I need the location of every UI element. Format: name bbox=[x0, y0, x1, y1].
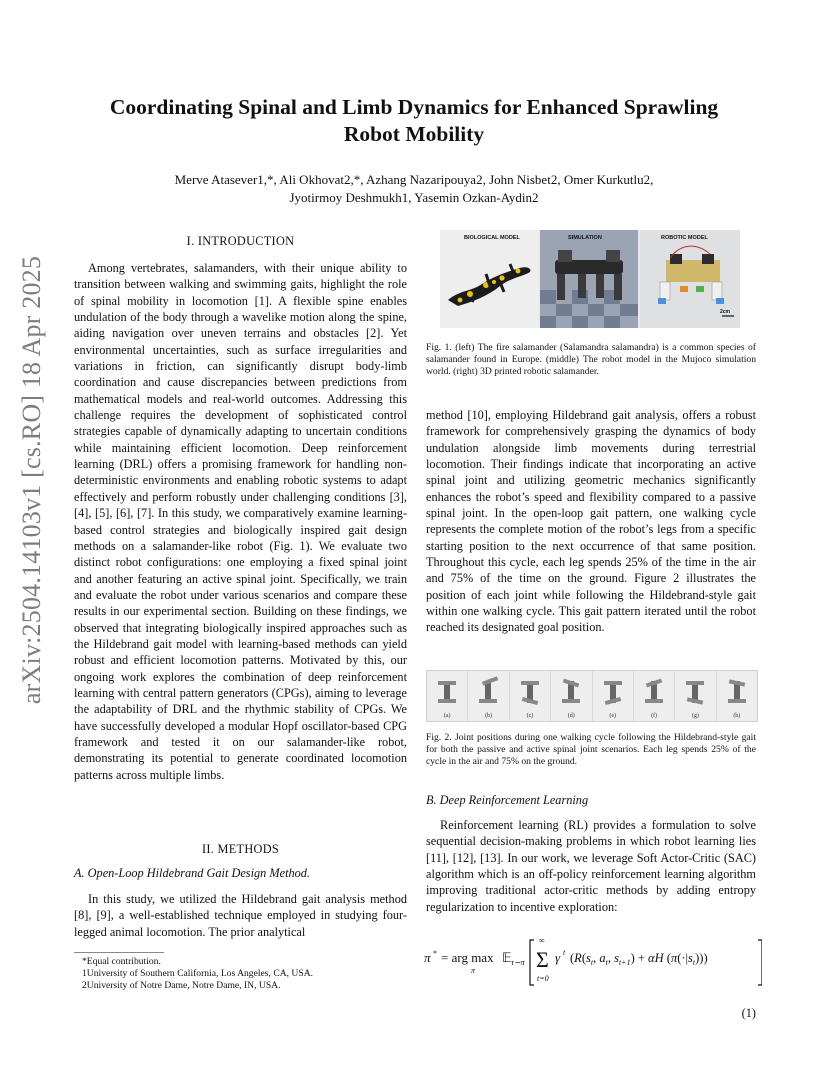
gait-panel-label: (c) bbox=[526, 713, 534, 719]
fig1-label-biological: BIOLOGICAL MODEL bbox=[464, 235, 520, 241]
fig1-label-simulation: SIMULATION bbox=[568, 235, 602, 241]
arxiv-sidebar bbox=[12, 255, 52, 705]
svg-text:t=0: t=0 bbox=[537, 974, 549, 983]
gait-panel bbox=[468, 671, 509, 721]
author-list bbox=[80, 171, 748, 207]
equation-number: (1) bbox=[741, 1006, 756, 1020]
svg-text:= arg max: = arg max bbox=[441, 950, 494, 965]
gait-panel bbox=[675, 671, 716, 721]
figure-1-image bbox=[440, 230, 740, 328]
gait-panel-label: (d) bbox=[567, 713, 575, 719]
svg-text:π: π bbox=[471, 966, 476, 975]
svg-text:π: π bbox=[424, 950, 431, 965]
figure-1-caption: Fig. 1. (left) The fire salamander (Salamandra salamandra) is a common species of salamander found in Europe. (middle) The robot model in the Mujoco simulation world. (right) 3D printed robotic salamander. bbox=[426, 342, 756, 377]
gait-panel-label: (b) bbox=[485, 713, 493, 719]
gait-panel-label: (g) bbox=[691, 713, 699, 719]
intro-paragraph: Among vertebrates, salamanders, with their unique ability to transition between walking and swimming gaits, highlight the role of spinal mobility in locomotion [1]. A flexible spine enables undulation of the body through a wavelike motion along the spine, aiding navigation over uneven terrains and obstacles [2]. Yet environmental uncertainties, such as surface irregularities and variations in friction, can significantly disrupt body-limb coordination and cause discrepancies between predictions from mathematical models and real-world outcomes. Addressing this challenge requires the development of sophisticated control strategies capable of dynamically adapting to uncertain conditions while maintaining efficient locomotion. Deep reinforcement learning (DRL) offers a promising framework for handling non-deterministic environments and enabling robotic systems to adapt effectively and perform robustly under challenging conditions [3], [4], [5], [6], [7]. In this study, we comparatively examine learning-based control strategies and biologically inspired gait design methods on a salamander-like robot (Fig. 1). We evaluate two distinct robot configurations: one employing a fixed spinal joint and another featuring an active spinal joint. Specifically, we train and evaluate the robot under various scenarios and compare these results in our experimental section. Building on these findings, we observed that integrating biologically inspired approaches such as the Hildebrand gait model with learning-based methods can yield robust and efficient locomotion patterns. Motivated by this, our ongoing work explores the combination of deep reinforcement learning with central pattern generators (CPGs), aiming to leverage the adaptability of DRL and the rhythmic stability of CPGs. We have successfully developed a modular Hopf oscillator-based CPG framework and tested it on our salamander-like robot, demonstrating its potential to generate coordinated locomotion patterns across multiple limbs. bbox=[74, 261, 407, 782]
svg-text:(R(st, at, st+1) + αH (π(·|st): ($R(s_t$, $a_t$, $s_{t+1}) + \alpha H$ $(\pi(\cdot|s_t))$) bbox=[570, 951, 708, 967]
svg-text:Σ: Σ bbox=[536, 947, 549, 972]
section-heading-methods: II. METHODS bbox=[201, 842, 280, 856]
subsection-heading-drl: B. Deep Reinforcement Learning bbox=[426, 793, 589, 807]
svg-text:𝔼: 𝔼 bbox=[502, 950, 512, 965]
arxiv-identifier: arXiv:2504.14103v1 [cs.RO] 18 Apr 2025 bbox=[17, 255, 46, 705]
footnote-affiliation-2: 2University of Notre Dame, Notre Dame, IN, USA. bbox=[82, 980, 281, 991]
footnote-equal: *Equal contribution. bbox=[82, 956, 161, 967]
hildebrand-paragraph: In this study, we utilized the Hildebrand gait analysis method [8], [9], a well-established technique employed in studying four-legged animal locomotion. The prior analytical bbox=[74, 892, 407, 939]
gait-panel-label: (a) bbox=[443, 713, 451, 719]
gait-panel bbox=[634, 671, 675, 721]
equation-1-formula bbox=[422, 935, 762, 995]
subsection-heading-hildebrand: A. Open-Loop Hildebrand Gait Design Method. bbox=[74, 866, 311, 880]
figure-2-image bbox=[426, 670, 758, 722]
gait-panel bbox=[427, 671, 468, 721]
figure-1-graphic bbox=[440, 230, 740, 328]
title-line-1: Coordinating Spinal and Limb Dynamics for Enhanced Sprawling bbox=[109, 95, 719, 119]
authors-line-2: Jyotirmoy Deshmukh1, Yasemin Ozkan-Aydin2 bbox=[289, 190, 539, 205]
section-heading-introduction: I. INTRODUCTION bbox=[186, 234, 295, 248]
gait-panel-label: (e) bbox=[609, 713, 617, 719]
gait-panel bbox=[551, 671, 592, 721]
gait-panel bbox=[717, 671, 757, 721]
gait-panel bbox=[510, 671, 551, 721]
fig1-scale-label: 2cm bbox=[720, 309, 731, 315]
fig1-label-robotic: ROBOTIC MODEL bbox=[661, 235, 708, 241]
title-line-2: Robot Mobility bbox=[343, 122, 485, 146]
paper-title bbox=[80, 94, 748, 148]
svg-text:τ∼π: τ∼π bbox=[511, 958, 525, 967]
svg-text:γ: γ bbox=[555, 950, 561, 965]
figure-2-caption: Fig. 2. Joint positions during one walking cycle following the Hildebrand-style gait for both the passive and active spinal joint scenarios. Each leg spends 25% of the cycle in the air and 75% on the ground. bbox=[426, 732, 756, 767]
drl-paragraph: Reinforcement learning (RL) provides a formulation to solve sequential decision-making problems in which robot learning lies [11], [12], [13]. In our work, we leverage Soft Actor-Critic (SAC) algorithm which is an off-policy reinforcement learning algorithm improving traditional actor-critic methods by adding entropy regularization to incentive exploration: bbox=[426, 818, 756, 914]
footnote-affiliation-1: 1University of Southern California, Los Angeles, CA, USA. bbox=[82, 968, 314, 979]
authors-line-1: Merve Atasever1,*, Ali Okhovat2,*, Azhang Nazaripouya2, John Nisbet2, Omer Kurkutlu2, bbox=[174, 172, 654, 187]
footnote-rule bbox=[74, 952, 164, 953]
hildebrand-continuation-paragraph: method [10], employing Hildebrand gait analysis, offers a robust framework for comprehensively grasping the dynamics of body undulation alongside limb movements during terrestrial locomotion. Their findings indicate that incorporating an active spinal joint and utilizing geometric mechanics significantly enhances the robot’s speed and flexibility compared to a passive spinal joint. In the open-loop gait pattern, one walking cycle represents the complete motion of the robot’s legs from a specific starting position to the next occurrence of that same position. Throughout this cycle, each leg spends 25% of the time in the air and 75% of the time on the ground. Figure 2 illustrates the position of each joint while following the Hildebrand-style gait within one walking cycle. This gait pattern iterated until the robot reached its designated goal position. bbox=[426, 408, 756, 635]
equation-1 bbox=[422, 935, 762, 995]
svg-text:*: * bbox=[433, 949, 437, 958]
svg-text:t: t bbox=[563, 948, 566, 957]
svg-text:∞: ∞ bbox=[539, 936, 545, 945]
gait-panel-label: (f) bbox=[651, 713, 658, 719]
gait-panel bbox=[593, 671, 634, 721]
footnotes bbox=[82, 956, 412, 992]
gait-panel-label: (h) bbox=[733, 713, 741, 719]
